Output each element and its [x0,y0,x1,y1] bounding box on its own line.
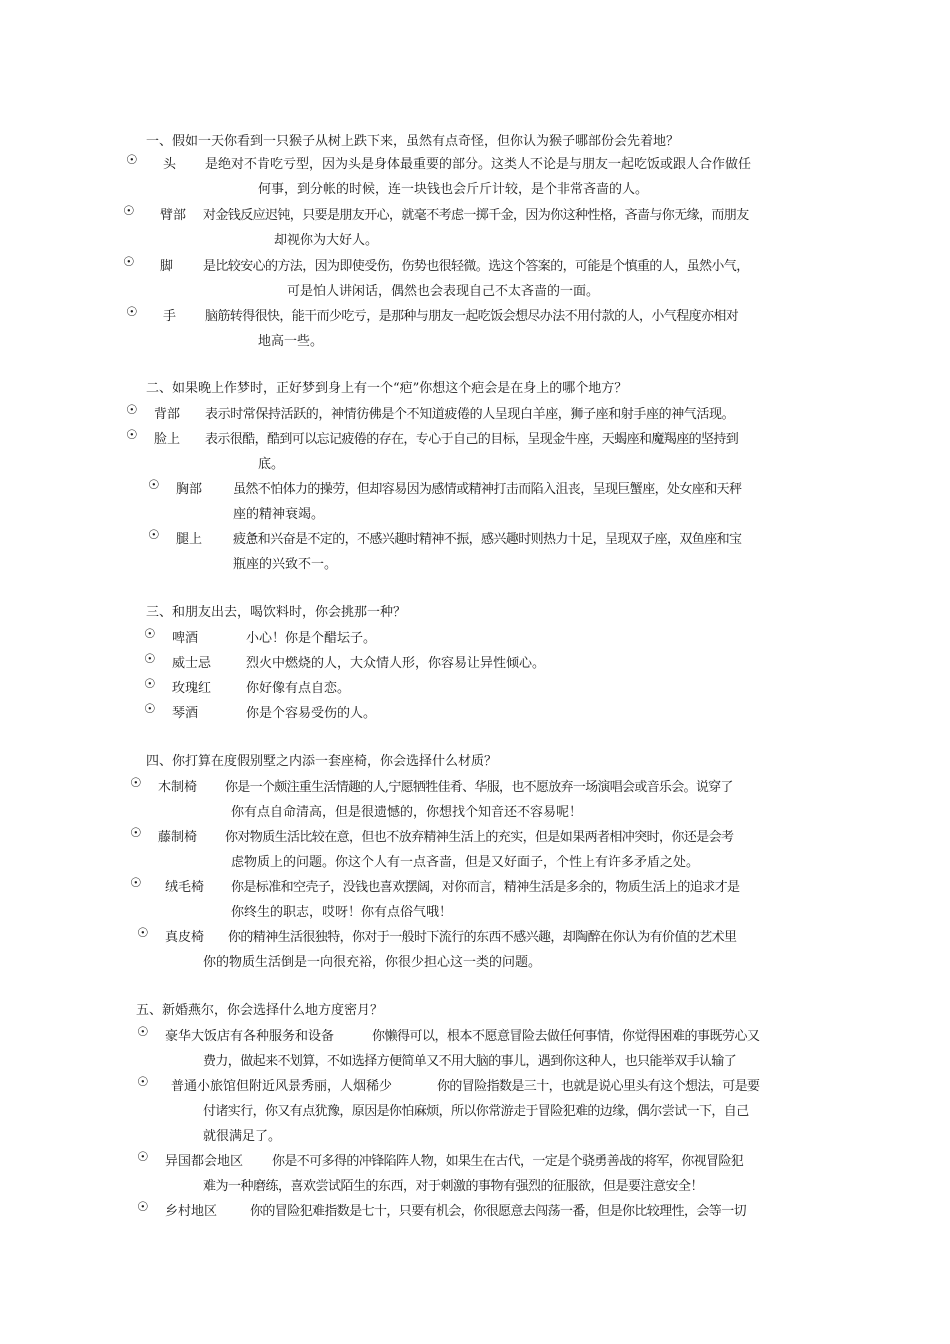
bullet-icon: ☉ [144,677,156,692]
option-key: 腿上 [176,532,203,547]
bullet-icon: ☉ [148,528,160,543]
bullet-icon: ☉ [137,1075,149,1090]
option-key: 胸部 [176,482,203,497]
option-2-c [0,478,950,528]
option-text-line-1: 表示时常保持活跃的，神情彷佛是个不知道疲倦的人呈现白羊座，狮子座和射手座的神气活现。 [205,407,735,422]
option-key: 威士忌 [172,656,212,671]
option-key: 木制椅 [158,780,198,795]
option-4-c [0,876,950,926]
option-text-line-1: 你是标准和空壳子，没钱也喜欢摆阔，对你而言，精神生活是多余的，物质生活上的追求才是 [231,880,740,895]
option-3-b [0,652,950,678]
option-text-line-3: 就很满足了。 [203,1129,282,1144]
option-5-b [0,1075,950,1150]
bullet-icon: ☉ [130,776,142,791]
bullet-icon: ☉ [123,255,135,270]
bullet-icon: ☉ [126,428,138,443]
bullet-icon: ☉ [144,702,156,717]
option-key: 琴酒 [172,706,199,721]
option-key: 脸上 [154,432,181,447]
bullet-icon: ☉ [126,403,138,418]
option-3-d [0,702,950,728]
bullet-icon: ☉ [137,1025,149,1040]
option-key: 啤酒 [172,631,199,646]
option-text-line-1: 烈火中燃烧的人，大众情人形，你容易让异性倾心。 [246,656,546,671]
option-key: 绒毛椅 [165,880,205,895]
question-2: 二、如果晚上作梦时，正好梦到身上有一个“疤”你想这个疤会是在身上的哪个地方？ [146,381,628,396]
option-text-line-1: 你是个容易受伤的人。 [246,706,377,721]
option-text-line-2: 瓶座的兴致不一。 [233,557,338,572]
bullet-icon: ☉ [126,153,138,168]
option-1-b [0,204,950,254]
option-text-line-1: 虽然不怕体力的操劳，但却容易因为感情或精神打击而陷入沮丧，呈现巨蟹座，处女座和天秤 [233,482,742,497]
question-4: 四、你打算在度假别墅之内添一套座椅，你会选择什么材质？ [146,754,498,769]
option-text-line-1: 是比较安心的方法，因为即使受伤，伤势也很轻微。选这个答案的，可能是个慎重的人，虽然小气， [203,259,749,274]
option-text-line-2: 可是怕人讲闲话，偶然也会表现自己不太吝啬的一面。 [287,284,600,299]
option-text-line-2: 你的物质生活倒是一向很充裕，你很少担心这一类的问题。 [203,955,542,970]
option-1-d [0,305,950,355]
option-4-a [0,776,950,826]
option-text-line-2: 费力，做起来不划算，不如选择方便简单又不用大脑的事儿，遇到你这种人，也只能举双手认输了 [203,1054,737,1069]
bullet-icon: ☉ [144,627,156,642]
option-key: 普通小旅馆但附近风景秀丽，人烟稀少 [171,1079,393,1094]
option-4-d [0,926,950,976]
option-text-line-2: 虑物质上的问题。你这个人有一点吝啬，但是又好面子，个性上有许多矛盾之处。 [231,855,700,870]
option-key: 背部 [154,407,181,422]
option-text-line-2: 底。 [258,457,285,472]
option-5-d [0,1200,950,1226]
option-text-line-1: 小心！你是个醋坛子。 [246,631,377,646]
option-text-line-1: 你对物质生活比较在意，但也不放弃精神生活上的充实，但是如果两者相冲突时，你还是会考 [225,830,734,845]
question-5: 五、新婚燕尔，你会选择什么地方度密月？ [136,1003,384,1018]
option-3-c [0,677,950,703]
option-text-line-2: 难为一种磨练，喜欢尝试陌生的东西，对于刺激的事物有强烈的征服欲，但是要注意安全！ [203,1179,704,1194]
bullet-icon: ☉ [130,876,142,891]
bullet-icon: ☉ [137,1200,149,1215]
question-3: 三、和朋友出去，喝饮料时，你会挑那一种？ [146,605,407,620]
option-text-line-1: 你是不可多得的冲锋陷阵人物，如果生在古代，一定是个骁勇善战的将军，你视冒险犯 [272,1154,744,1169]
option-key: 玫瑰红 [172,681,212,696]
option-2-a [0,403,950,429]
option-key: 手 [163,309,177,324]
option-text-line-2: 地高一些。 [258,334,324,349]
option-key: 真皮椅 [165,930,205,945]
option-text-line-1: 你的冒险指数是三十，也就是说心里头有这个想法，可是要 [437,1079,760,1094]
option-text-line-1: 脑筋转得很快，能干而少吃亏，是那种与朋友一起吃饭会想尽办法不用付款的人，小气程度亦相对 [205,309,739,324]
option-text-line-1: 是绝对不肯吃亏型，因为头是身体最重要的部分。这类人不论是与朋友一起吃饭或跟人合作做任 [205,157,752,172]
bullet-icon: ☉ [148,478,160,493]
option-text-line-2: 座的精神衰竭。 [233,507,325,522]
option-key: 臂部 [160,208,187,223]
option-text-line-1: 你是一个颇注重生活情趣的人,宁愿牺牲佳肴、华服，也不愿放弃一场演唱会或音乐会。说穿了 [225,780,733,795]
option-5-c [0,1150,950,1200]
bullet-icon: ☉ [137,926,149,941]
bullet-icon: ☉ [130,826,142,841]
option-key: 异国都会地区 [165,1154,244,1169]
option-text-line-1: 疲惫和兴奋是不定的，不感兴趣时精神不振，感兴趣时则热力十足，呈现双子座，双鱼座和宝 [233,532,742,547]
option-text-line-1: 对金钱反应迟钝，只要是朋友开心，就毫不考虑一掷千金，因为你这种性格，吝啬与你无缘，而朋友 [203,208,749,223]
bullet-icon: ☉ [123,204,135,219]
option-2-b [0,428,950,478]
option-2-d [0,528,950,578]
bullet-icon: ☉ [137,1150,149,1165]
option-text-line-2: 你终生的职志，哎呀！你有点俗气哦！ [231,905,453,920]
option-5-a [0,1025,950,1075]
option-1-c [0,255,950,305]
option-4-b [0,826,950,876]
bullet-icon: ☉ [126,305,138,320]
option-text-line-2: 你有点自命清高，但是很遗憾的，你想找个知音还不容易呢！ [231,805,583,820]
option-key: 乡村地区 [165,1204,218,1219]
option-text-line-1: 你懒得可以，根本不愿意冒险去做任何事情，你觉得困难的事既劳心又 [372,1029,760,1044]
option-text-line-1: 你的精神生活很独特，你对于一般时下流行的东西不感兴趣，却陶醉在你认为有价值的艺术里 [228,930,737,945]
option-3-a [0,627,950,653]
option-text-line-1: 表示很酷，酷到可以忘记疲倦的存在，专心于自己的目标，呈现金牛座，天蝎座和魔羯座的坚持到 [205,432,739,447]
option-text-line-1: 你的冒险犯难指数是七十，只要有机会，你很愿意去闯荡一番，但是你比较理性，会等一切 [250,1204,747,1219]
option-key: 藤制椅 [158,830,198,845]
option-1-a [0,153,950,203]
bullet-icon: ☉ [144,652,156,667]
option-key: 头 [163,157,177,172]
question-1: 一、假如一天你看到一只猴子从树上跌下来，虽然有点奇怪，但你认为猴子哪部份会先着地？ [146,134,680,149]
option-text-line-1: 你好像有点自恋。 [246,681,351,696]
option-text-line-2: 何事，到分帐的时候，连一块钱也会斤斤计较，是个非常吝啬的人。 [258,182,649,197]
option-text-line-2: 付诸实行，你又有点犹豫，原因是你怕麻烦，所以你常游走于冒险犯难的边缘，偶尔尝试一下，自己 [203,1104,749,1119]
option-key: 豪华大饭店有各种服务和设备 [165,1029,335,1044]
option-key: 脚 [160,259,174,274]
option-text-line-2: 却视你为大好人。 [274,233,379,248]
